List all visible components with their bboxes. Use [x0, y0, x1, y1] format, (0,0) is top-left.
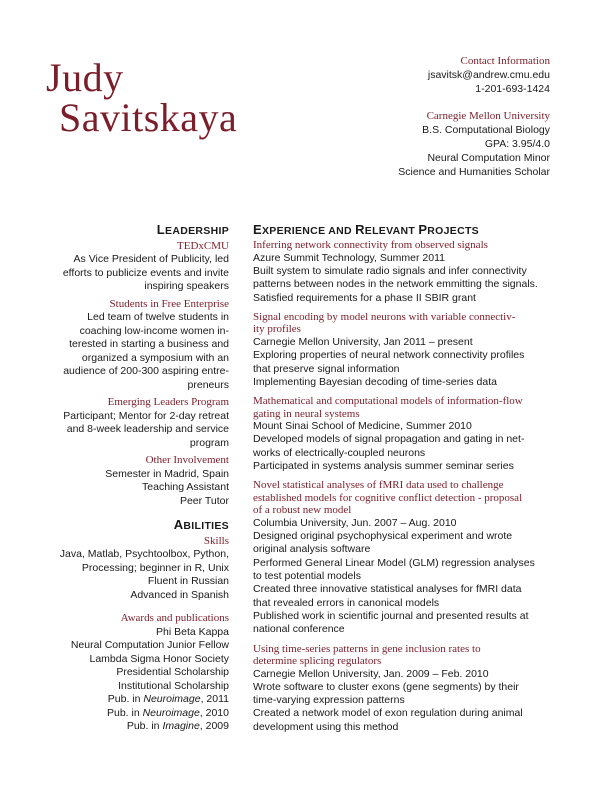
- project-title: Inferring network connectivity from observed signals: [253, 239, 488, 252]
- education-line: GPA: 3.95/4.0: [484, 138, 550, 150]
- bullet-line: Columbia University, Jun. 2007 – Aug. 2010: [253, 516, 457, 529]
- detail-line: Led team of twelve students in: [87, 311, 229, 323]
- detail-line: program: [189, 436, 229, 449]
- right-column: [253, 223, 558, 734]
- bullet-line: Published work in scientific journal and presented results at: [253, 609, 529, 622]
- bullet-line: Exploring properties of neural network connectivity profiles: [253, 349, 525, 362]
- bullet-line: Developed models of signal propagation and gating in net-: [253, 433, 525, 446]
- education-line: B.S. Computational Biology: [422, 124, 550, 136]
- bullet-line: time-varying expression patterns: [253, 694, 405, 707]
- detail-line: Advanced in Spanish: [130, 588, 229, 601]
- bullet-line: Wrote software to cluster exons (gene segments) by their: [253, 680, 519, 693]
- detail-line: As Vice President of Publicity, led: [73, 253, 229, 265]
- education-line: Science and Humanities Scholar: [398, 166, 550, 178]
- bullet-line: development using this method: [253, 720, 399, 733]
- publication-line: Pub. in Imagine, 2009: [126, 720, 229, 732]
- project-title: Mathematical and computational models of information-flow gating in neural systems: [253, 395, 523, 420]
- bullet-line: Mount Sinai School of Medicine, Summer 2010: [253, 420, 472, 433]
- applicant-name: [46, 55, 238, 140]
- bullet-line: that preserve signal information: [253, 362, 400, 375]
- bullet-line: Carnegie Mellon University, Jan. 2009 – Feb. 2010: [253, 667, 489, 680]
- detail-line: Institutional Scholarship: [118, 679, 229, 692]
- bullet-line: Created a network model of exon regulation during animal: [253, 707, 523, 720]
- detail-line: preneurs: [187, 378, 229, 391]
- experience-entry: [253, 311, 558, 389]
- bullet-line: to test potential models: [253, 570, 361, 583]
- last-name: Savitskaya: [59, 95, 238, 140]
- detail-line: inspiring speakers: [144, 280, 229, 292]
- detail-line: coaching low-income women in-: [79, 324, 229, 337]
- bullet-line: Satisfied requirements for a phase II SBIR grant: [253, 291, 476, 304]
- bullet-line: Performed General Linear Model (GLM) regression analyses: [253, 556, 535, 569]
- bullet-line: Azure Summit Technology, Summer 2011: [253, 251, 446, 264]
- contact-heading: Contact Information: [460, 55, 550, 67]
- first-name: Judy: [46, 55, 124, 100]
- bullet-line: national conference: [253, 623, 345, 636]
- abilities-heading: ABILITIES: [173, 517, 229, 532]
- detail-line: Fluent in Russian: [147, 575, 229, 587]
- detail-line: Processing; beginner in R, Unix: [81, 561, 229, 574]
- skills-title: Skills: [203, 534, 229, 547]
- bullet-line: Built system to simulate radio signals and infer connectivity: [253, 265, 527, 278]
- publication-line: Pub. in Neuroimage, 2011: [107, 693, 229, 705]
- experience-entry: [253, 479, 558, 636]
- experience-entry: [253, 643, 558, 734]
- leadership-heading: LEADERSHIP: [156, 222, 229, 237]
- experience-heading: EXPERIENCE AND RELEVANT PROJECTS: [253, 222, 479, 237]
- leadership-group-title: Other Involvement: [145, 454, 229, 466]
- project-title: Novel statistical analyses of fMRI data used to challenge established models for cognitive conflict detection - proposal of a robust new model: [253, 479, 523, 517]
- left-column: [40, 223, 229, 734]
- education-line: Neural Computation Minor: [427, 152, 550, 164]
- project-title: Signal encoding by model neurons with variable connectiv- ity profiles: [253, 310, 516, 336]
- bullet-line: Created three innovative statistical analyses for fMRI data: [253, 583, 522, 596]
- leadership-group-title: Emerging Leaders Program: [107, 396, 229, 408]
- bullet-line: Designed original psychophysical experiment and wrote: [253, 530, 513, 543]
- contact-block: [398, 54, 550, 179]
- bullet-line: Carnegie Mellon University, Jan 2011 – present: [253, 335, 473, 348]
- detail-line: Teaching Assistant: [142, 481, 229, 493]
- bullet-line: that revealed errors in canonical models: [253, 596, 440, 609]
- detail-line: Neural Computation Junior Fellow: [70, 639, 229, 651]
- experience-entry: [253, 239, 558, 305]
- bullet-line: works of electrically-coupled neurons: [253, 446, 426, 459]
- bullet-line: Implementing Bayesian decoding of time-series data: [253, 375, 497, 388]
- leadership-group-title: Students in Free Enterprise: [109, 297, 229, 310]
- school-name: Carnegie Mellon University: [426, 110, 550, 122]
- detail-line: Semester in Madrid, Spain: [105, 467, 229, 480]
- awards-title: Awards and publications: [120, 612, 229, 624]
- detail-line: Peer Tutor: [179, 494, 229, 507]
- detail-line: efforts to publicize events and invite: [62, 266, 229, 279]
- detail-line: Presidential Scholarship: [116, 666, 229, 678]
- detail-line: organized a symposium with an: [81, 351, 229, 364]
- detail-line: audience of 200-300 aspiring entre-: [63, 365, 229, 377]
- detail-line: Participant; Mentor for 2-day retreat: [63, 409, 229, 422]
- detail-line: Lambda Sigma Honor Society: [89, 652, 229, 665]
- project-title: Using time-series patterns in gene inclusion rates to determine splicing regulators: [253, 642, 481, 668]
- detail-line: terested in starting a business and: [69, 338, 229, 350]
- detail-line: Phi Beta Kappa: [156, 625, 229, 638]
- phone: 1-201-693-1424: [475, 83, 550, 95]
- bullet-line: original analysis software: [253, 543, 371, 556]
- bullet-line: patterns between nodes in the network emmitting the signals.: [253, 278, 538, 291]
- experience-entry: [253, 395, 558, 473]
- email[interactable]: jsavitsk@andrew.cmu.edu: [427, 69, 550, 81]
- publication-line: Pub. in Neuroimage, 2010: [106, 706, 229, 719]
- detail-line: Java, Matlab, Psychtoolbox, Python,: [59, 548, 229, 560]
- detail-line: and 8-week leadership and service: [66, 423, 229, 435]
- bullet-line: Participated in systems analysis summer seminar series: [253, 460, 514, 473]
- leadership-group-title: TEDxCMU: [177, 239, 229, 252]
